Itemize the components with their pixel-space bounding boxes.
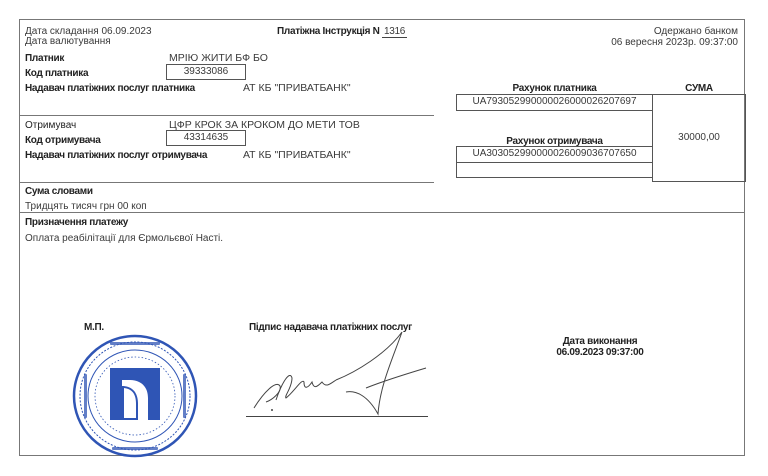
purpose-text: Оплата реабілітації для Єрмольєвої Насті. [25, 233, 224, 244]
payer-code-label: Код платника [25, 68, 89, 79]
received-by-bank [611, 26, 738, 48]
recipient-provider: АТ КБ "ПРИВАТБАНК" [243, 149, 351, 161]
received-datetime: 06 вересня 2023р. 09:37:00 [611, 37, 738, 48]
recipient-code-label: Код отримувача [25, 135, 101, 146]
recipient-label: Отримувач [25, 120, 77, 131]
execution-label: Дата виконання [562, 336, 638, 347]
amount-words-divider [19, 212, 745, 213]
execution-date [520, 336, 680, 358]
instruction-title [277, 26, 407, 37]
payer-account-label: Рахунок платника [512, 83, 597, 94]
signature-label: Підпис надавача платіжних послуг [249, 322, 412, 333]
amount-box: 30000,00 [652, 94, 746, 182]
received-label: Одержано банком [653, 26, 738, 37]
purpose-label: Призначення платежу [25, 217, 129, 228]
recipient-provider-label: Надавач платіжних послуг отримувача [25, 150, 208, 161]
payer-label: Платник [25, 53, 65, 64]
payer-provider-label: Надавач платіжних послуг платника [25, 83, 195, 94]
recipient-account-extra-box [456, 162, 653, 178]
signature-icon [246, 330, 436, 420]
instruction-number: 1316 [384, 26, 406, 37]
recipient-account-box: UA303052990000026009036707650 [456, 146, 653, 163]
date-compiled-label: Дата складання [25, 26, 99, 37]
value-date-label: Дата валютування [25, 36, 111, 47]
amount-label: СУМА [685, 83, 713, 94]
bank-stamp [72, 334, 198, 458]
recipient-divider [19, 182, 434, 183]
payer-code-box: 39333086 [166, 64, 246, 80]
recipient-name: ЦФР КРОК ЗА КРОКОМ ДО МЕТИ ТОВ [169, 119, 360, 131]
payer-account-box: UA793052990000026000026207697 [456, 94, 653, 111]
bank-stamp-icon [72, 334, 198, 458]
recipient-account-label: Рахунок отримувача [506, 136, 603, 147]
payer-name: МРІЮ ЖИТИ БФ БО [169, 52, 268, 64]
stamp-label: М.П. [84, 322, 104, 333]
signature [246, 330, 436, 420]
date-compiled-value: 06.09.2023 [101, 26, 152, 37]
instruction-label: Платіжна Інструкція N [277, 26, 380, 37]
signature-line [246, 416, 428, 417]
recipient-code-box: 43314635 [166, 130, 246, 146]
execution-datetime: 06.09.2023 09:37:00 [556, 347, 644, 358]
payer-provider: АТ КБ "ПРИВАТБАНК" [243, 82, 351, 94]
amount-words-label: Сума словами [25, 186, 93, 197]
payer-divider [19, 115, 434, 116]
amount-words: Тридцять тисяч грн 00 коп [25, 201, 147, 212]
